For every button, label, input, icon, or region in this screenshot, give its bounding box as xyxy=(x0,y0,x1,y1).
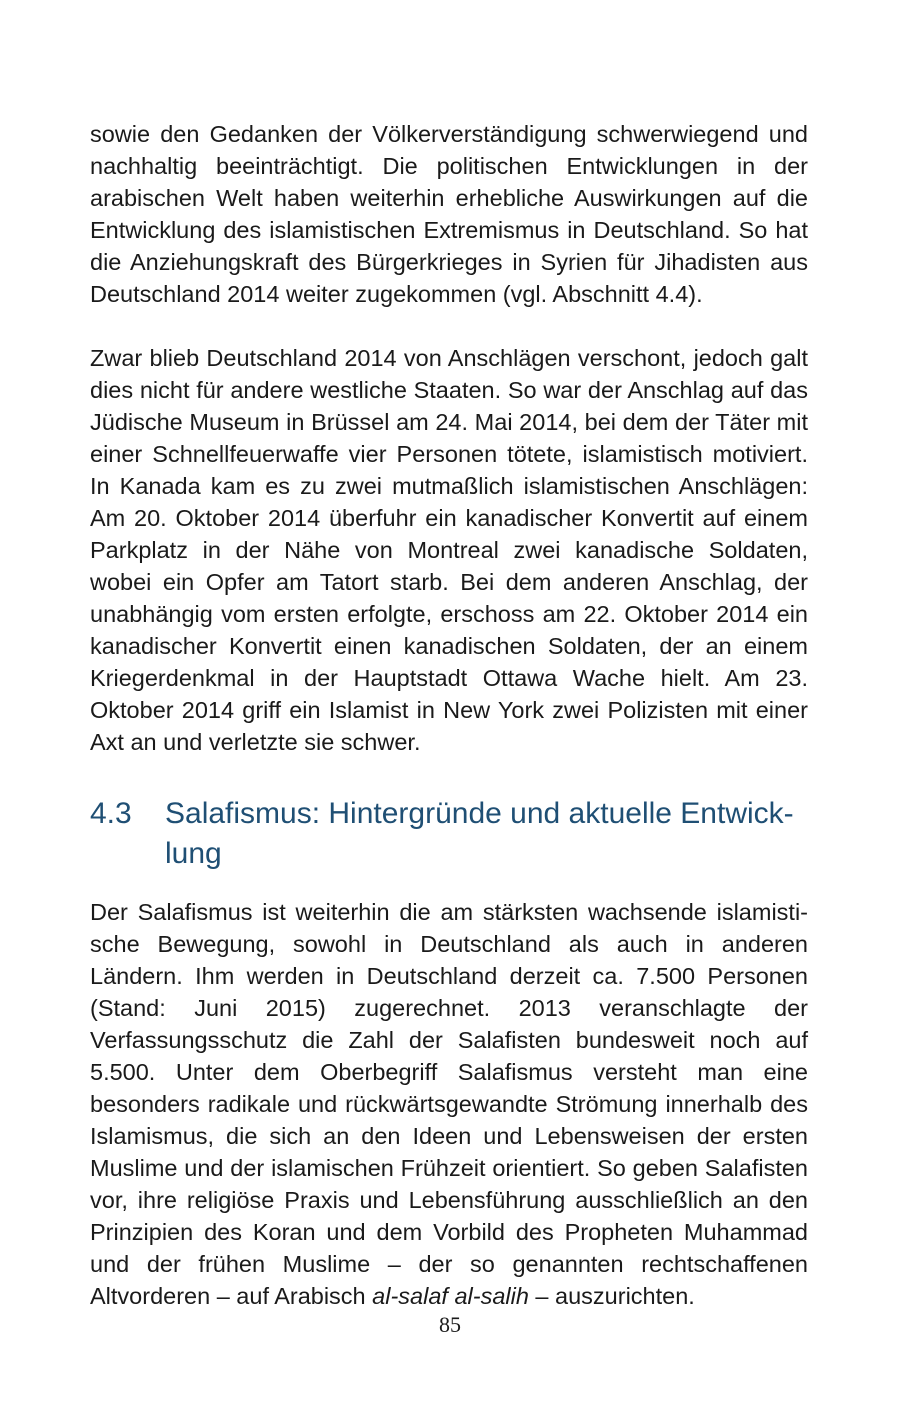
section-heading xyxy=(90,794,808,874)
paragraph-intro: sowie den Gedanken der Völkerverständigung schwerwiegend und nachhaltig beeinträchtigt. Die politischen Entwicklungen in der arabischen Welt haben weiterhin erhebliche Auswirkungen auf die Entwicklung des islamistischen Extremismus in Deutschland. So hat die Anziehungskraft des Bürgerkrieges in Syrien für Jihadisten aus Deutschland 2014 weiter zugekommen (vgl. Abschnitt 4.4). xyxy=(90,121,808,307)
paragraph-salafism xyxy=(90,896,808,1312)
page-number: 85 xyxy=(439,1312,461,1337)
arabic-term: al-salaf al-salih xyxy=(372,1283,529,1309)
paragraph-salafism-tail: – auszurichten. xyxy=(528,1283,695,1309)
section-title: Salafismus: Hintergründe und aktuelle Entwicklung xyxy=(165,797,794,870)
paragraph-salafism-text: Der Salafismus ist weiterhin die am stärksten wachsende islamistische Bewegung, sowohl in Deutschland als auch in anderen Ländern. Ihm werden in Deutschland derzeit ca. 7.500 Personen (Stand: Juni 2015) zugerechnet. 2013 veranschlagte der Verfassungsschutz die Zahl der Salafisten bundesweit noch auf 5.500. Unter dem Oberbegriff Salafismus versteht man eine besonders radikale und rückwärtsgewandte Strömung innerhalb des Islamismus, die sich an den Ideen und Lebensweisen der ersten Muslime und der islamischen Frühzeit orientiert. So geben Salafisten vor, ihre religiöse Praxis und Lebensführung ausschließlich an den Prinzipien des Koran und dem Vorbild des Propheten Muhammad und der frühen Muslime – der so genannten rechtschaffenen Altvorderen – auf Arabisch xyxy=(90,899,808,1309)
document-page xyxy=(90,118,808,1312)
section-number: 4.3 xyxy=(90,797,132,830)
paragraph-attacks: Zwar blieb Deutschland 2014 von Anschlägen verschont, jedoch galt dies nicht für andere westliche Staaten. So war der Anschlag auf das Jüdische Museum in Brüssel am 24. Mai 2014, bei dem der Täter mit einer Schnellfeuerwaffe vier Personen tötete, islamistisch motiviert. In Kanada kam es zu zwei mutmaßlich islamistischen Anschlägen: Am 20. Oktober 2014 überfuhr ein kanadischer Konvertit auf einem Parkplatz in der Nähe von Montreal zwei kanadische Soldaten, wobei ein Opfer am Tatort starb. Bei dem anderen Anschlag, der unabhängig vom ersten erfolgte, erschoss am 22. Oktober 2014 ein kanadischer Konvertit einen kanadischen Soldaten, der an einem Kriegerdenkmal in der Hauptstadt Ottawa Wache hielt. Am 23. Oktober 2014 griff ein Islamist in New York zwei Polizisten mit einer Axt an und verletzte sie schwer. xyxy=(90,345,808,755)
